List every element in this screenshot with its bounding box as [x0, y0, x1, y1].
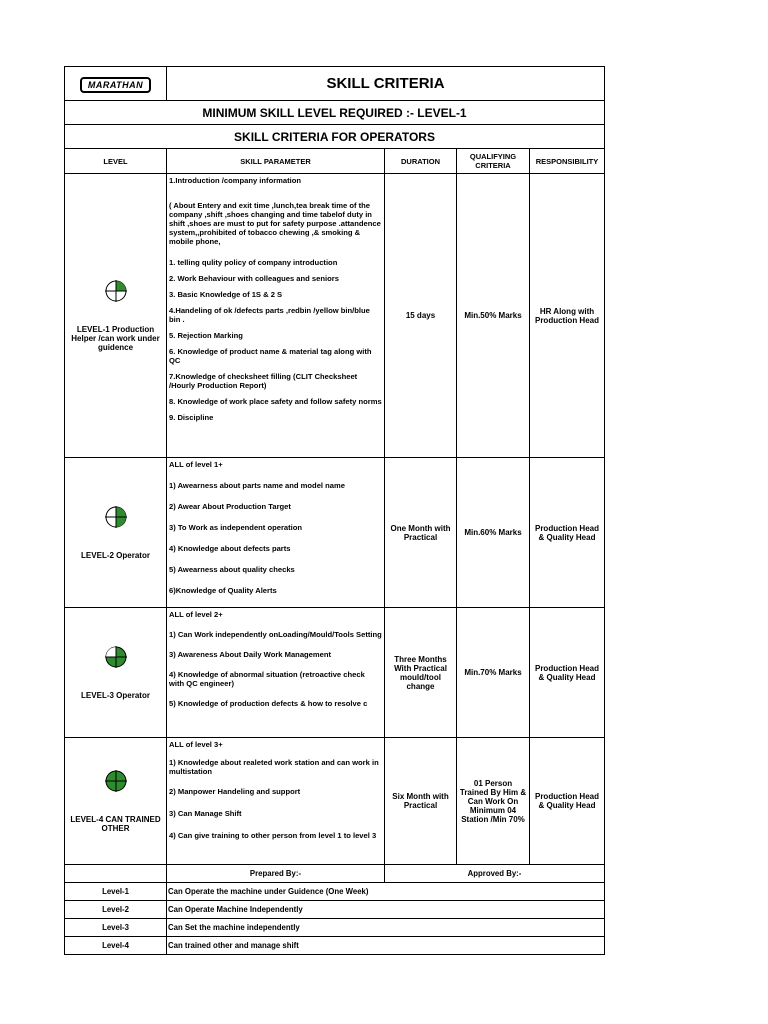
level-row [65, 458, 605, 608]
level-cell [65, 174, 167, 458]
duration-cell: 15 days [385, 174, 457, 458]
minimum-level-heading: MINIMUM SKILL LEVEL REQUIRED :- LEVEL-1 [65, 101, 605, 125]
level-name: LEVEL-3 Operator [81, 691, 150, 700]
param-item: 7.Knowledge of checksheet filling (CLIT Checksheet /Hourly Production Report) [169, 372, 358, 390]
approved-by: Approved By:- [385, 865, 605, 883]
criteria-cell: Min.70% Marks [457, 608, 530, 738]
level-name: LEVEL-1 Production Helper /can work under guidence [71, 325, 160, 352]
summary-row [65, 937, 605, 955]
col-duration: DURATION [385, 149, 457, 174]
level-cell [65, 608, 167, 738]
responsibility-cell: Production Head & Quality Head [530, 738, 605, 865]
summary-text: Can trained other and manage shift [167, 937, 605, 955]
signoff-row [65, 865, 605, 883]
param-item: 3) Awareness About Daily Work Management [169, 650, 332, 659]
duration-cell: One Month with Practical [385, 458, 457, 608]
param-item: 2) Awear About Production Target [169, 502, 291, 511]
skill-level-half-icon [104, 505, 128, 529]
col-qualifying-criteria: QUALIFYING CRITERIA [457, 149, 530, 174]
criteria-cell: Min.50% Marks [457, 174, 530, 458]
summary-level: Level-2 [65, 901, 167, 919]
level-row [65, 174, 605, 458]
level-cell [65, 738, 167, 865]
param-item: 8. Knowledge of work place safety and follow safety norms [169, 397, 382, 406]
col-responsibility: RESPONSIBILITY [530, 149, 605, 174]
section-subtitle: SKILL CRITERIA FOR OPERATORS [65, 125, 605, 149]
logo-cell [65, 67, 167, 101]
summary-text: Can Operate the machine under Guidence (One Week) [167, 883, 605, 901]
level-name: LEVEL-4 CAN TRAINED OTHER [70, 815, 161, 833]
summary-level: Level-4 [65, 937, 167, 955]
param-item: ALL of level 3+ [169, 740, 223, 749]
param-item: 4) Knowledge about defects parts [169, 544, 291, 553]
level-name: LEVEL-2 Operator [81, 551, 150, 560]
company-logo: MARATHAN [80, 77, 151, 93]
skill-parameter-cell [167, 608, 385, 738]
param-item: 4) Knowledge of abnormal situation (retroactive check with QC engineer) [169, 670, 365, 688]
skill-parameter-cell [167, 174, 385, 458]
param-item: ( About Entery and exit time ,lunch,tea break time of the company ,shift ,shoes changing and time tabelof duty in shift ,shoes are must to put for safety purpose .attandence system,,prohibited of tobacco chewing ,& smoking & mobile phone, [169, 201, 381, 246]
param-item: 1. telling qulity policy of company introduction [169, 258, 338, 267]
skill-criteria-sheet [64, 66, 604, 955]
duration-cell: Three Months With Practical mould/tool change [385, 608, 457, 738]
skill-level-full-icon [104, 769, 128, 793]
param-item: 1.Introduction /company information [169, 176, 302, 185]
skill-parameter-cell [167, 458, 385, 608]
summary-row [65, 919, 605, 937]
param-item: 1) Can Work independently onLoading/Mould/Tools Setting [169, 630, 382, 639]
duration-cell: Six Month with Practical [385, 738, 457, 865]
param-item: 3) Can Manage Shift [169, 809, 242, 818]
summary-text: Can Set the machine independently [167, 919, 605, 937]
col-level: LEVEL [65, 149, 167, 174]
param-item: 6)Knowledge of Quality Alerts [169, 586, 277, 595]
param-item: 2) Manpower Handeling and support [169, 787, 301, 796]
summary-level: Level-3 [65, 919, 167, 937]
param-item: 5. Rejection Marking [169, 331, 243, 340]
page-title: SKILL CRITERIA [167, 67, 605, 101]
param-item: 5) Knowledge of production defects & how to resolve c [169, 699, 368, 708]
skill-level-quarter-icon [104, 279, 128, 303]
responsibility-cell: Production Head & Quality Head [530, 458, 605, 608]
summary-row [65, 883, 605, 901]
skill-criteria-table [64, 66, 605, 955]
column-header-row [65, 149, 605, 174]
param-item: 1) Knowledge about realeted work station and can work in multistation [169, 758, 379, 776]
level-cell [65, 458, 167, 608]
responsibility-cell: HR Along with Production Head [530, 174, 605, 458]
level-row [65, 608, 605, 738]
param-item: 9. Discipline [169, 413, 214, 422]
col-skill-parameter: SKILL PARAMETER [167, 149, 385, 174]
param-item: 3. Basic Knowledge of 1S & 2 S [169, 290, 283, 299]
param-item: 1) Awearness about parts name and model name [169, 481, 345, 490]
skill-level-three-quarter-icon [104, 645, 128, 669]
prepared-by: Prepared By:- [167, 865, 385, 883]
param-item: ALL of level 1+ [169, 460, 223, 469]
param-item: 2. Work Behaviour with colleagues and seniors [169, 274, 339, 283]
param-item: 4.Handeling of ok /defects parts ,redbin /yellow bin/blue bin . [169, 306, 370, 324]
param-item: 4) Can give training to other person from level 1 to level 3 [169, 831, 377, 840]
skill-parameter-cell [167, 738, 385, 865]
param-item: 5) Awearness about quality checks [169, 565, 295, 574]
criteria-cell: Min.60% Marks [457, 458, 530, 608]
param-item: 3) To Work as independent operation [169, 523, 303, 532]
summary-level: Level-1 [65, 883, 167, 901]
criteria-cell: 01 Person Trained By Him & Can Work On Minimum 04 Station /Min 70% [457, 738, 530, 865]
param-item: ALL of level 2+ [169, 610, 223, 619]
signoff-spacer [65, 865, 167, 883]
responsibility-cell: Production Head & Quality Head [530, 608, 605, 738]
summary-text: Can Operate Machine Independently [167, 901, 605, 919]
param-item: 6. Knowledge of product name & material tag along with QC [169, 347, 372, 365]
level-row [65, 738, 605, 865]
summary-row [65, 901, 605, 919]
